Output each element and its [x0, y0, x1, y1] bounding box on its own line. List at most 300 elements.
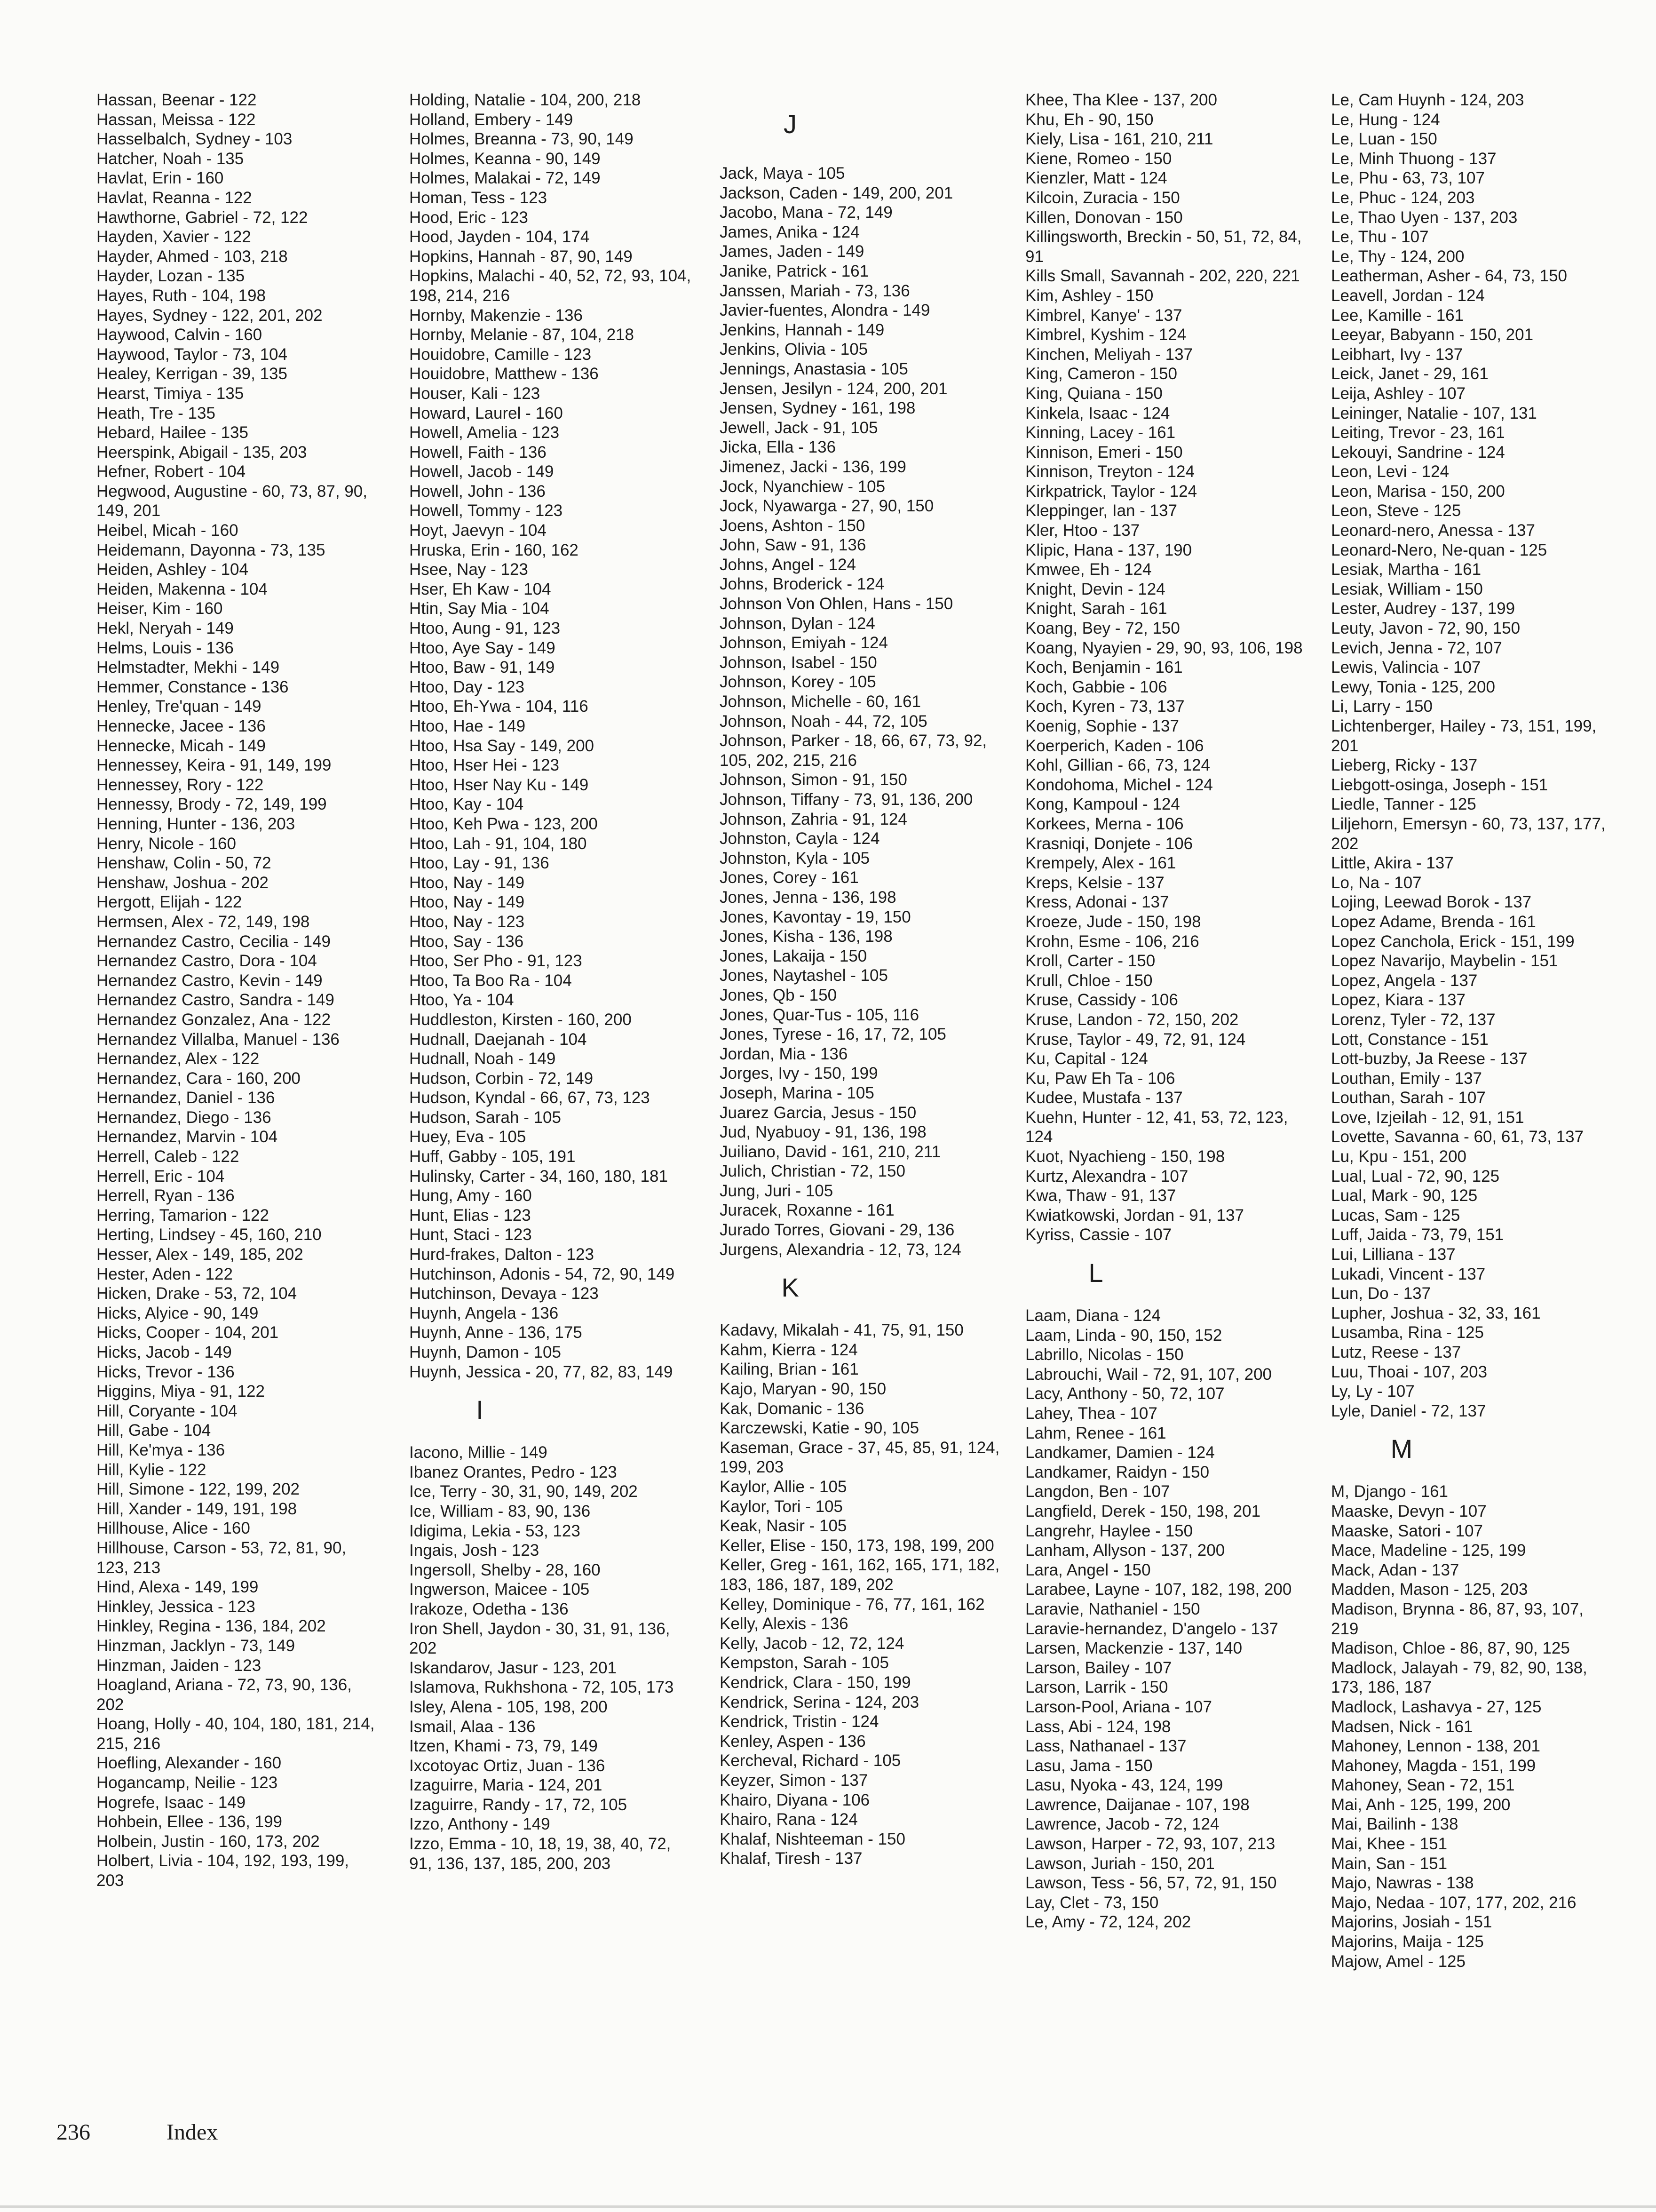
index-entry: Johns, Broderick - 124	[720, 575, 885, 594]
index-entry: Lewy, Tonia - 125, 200	[1331, 677, 1495, 696]
index-entry: Hesser, Alex - 149, 185, 202	[96, 1245, 303, 1264]
index-entry: Htoo, Hser Hei - 123	[409, 756, 560, 775]
index-entry: Howell, Faith - 136	[409, 443, 547, 461]
index-entry: Laravie-hernandez, D'angelo - 137	[1025, 1619, 1278, 1638]
index-entry: Langrehr, Haylee - 150	[1025, 1521, 1193, 1540]
index-entry: Htoo, Ya - 104	[409, 991, 514, 1010]
index-entry: Htoo, Nay - 123	[409, 912, 525, 931]
index-entry: Kyriss, Cassie - 107	[1025, 1225, 1172, 1244]
index-entry: Hill, Xander - 149, 191, 198	[96, 1499, 297, 1518]
index-entry: Hopkins, Hannah - 87, 90, 149	[409, 247, 633, 266]
index-entry: Hayder, Ahmed - 103, 218	[96, 247, 288, 266]
index-entry: Khalaf, Tiresh - 137	[720, 1849, 863, 1868]
index-entry: Johnson, Parker - 18, 66, 67, 73, 92, 105, 202, 215, 216	[720, 732, 987, 770]
index-entry: Le, Thu - 107	[1331, 228, 1429, 247]
index-entry: Hernandez, Diego - 136	[96, 1108, 271, 1127]
index-entry: Kahm, Kierra - 124	[720, 1340, 858, 1359]
entries	[1025, 1306, 1307, 1932]
entries	[720, 164, 1002, 1259]
index-entry: Leonard-nero, Anessa - 137	[1331, 521, 1535, 540]
index-entry: Hood, Jayden - 104, 174	[409, 228, 590, 247]
index-entry: Lun, Do - 137	[1331, 1284, 1431, 1303]
section-title: Index	[166, 2120, 218, 2145]
index-entry: Leibhart, Ivy - 137	[1331, 345, 1463, 364]
index-entry: Hasselbalch, Sydney - 103	[96, 130, 293, 149]
index-entry: Lewis, Valincia - 107	[1331, 658, 1481, 677]
index-entry: Janike, Patrick - 161	[720, 262, 869, 280]
index-entry: Iskandarov, Jasur - 123, 201	[409, 1658, 617, 1677]
index-entry: Hudson, Corbin - 72, 149	[409, 1069, 594, 1088]
index-entry: Holmes, Breanna - 73, 90, 149	[409, 130, 634, 149]
index-entry: King, Cameron - 150	[1025, 365, 1177, 383]
index-entry: Htoo, Aung - 91, 123	[409, 619, 561, 638]
index-entry: Lopez, Angela - 137	[1331, 971, 1478, 990]
index-entry: Johns, Angel - 124	[720, 555, 856, 574]
index-entry: Leon, Steve - 125	[1331, 501, 1461, 520]
index-entry: Jensen, Sydney - 161, 198	[720, 399, 916, 418]
index-entry: Lanham, Allyson - 137, 200	[1025, 1541, 1225, 1560]
index-entry: Jorges, Ivy - 150, 199	[720, 1064, 878, 1083]
index-entry: Hind, Alexa - 149, 199	[96, 1578, 259, 1597]
index-entry: Jud, Nyabuoy - 91, 136, 198	[720, 1123, 927, 1142]
index-entry: Kendrick, Serina - 124, 203	[720, 1693, 919, 1711]
entries	[409, 1443, 691, 1873]
index-entry: Hernandez Castro, Kevin - 149	[96, 971, 323, 990]
index-entry: Hood, Eric - 123	[409, 208, 528, 227]
index-entry: Madison, Brynna - 86, 87, 93, 107, 219	[1331, 1599, 1584, 1638]
index-entry: Izzo, Emma - 10, 18, 19, 38, 40, 72, 91, 136, 137, 185, 200, 203	[409, 1835, 671, 1873]
index-entry: Jones, Quar-Tus - 105, 116	[720, 1005, 919, 1024]
index-entry: Khee, Tha Klee - 137, 200	[1025, 91, 1217, 109]
index-entry: Koang, Nyayien - 29, 90, 93, 106, 198	[1025, 638, 1303, 657]
index-entry: Joseph, Marina - 105	[720, 1083, 874, 1102]
index-entry: Johnson, Noah - 44, 72, 105	[720, 712, 927, 731]
index-entry: Hebard, Hailee - 135	[96, 423, 248, 442]
index-entry: Jack, Maya - 105	[720, 164, 845, 183]
index-entry: Lass, Abi - 124, 198	[1025, 1717, 1171, 1736]
index-entry: Hernandez Villalba, Manuel - 136	[96, 1030, 340, 1049]
index-entry: Hernandez, Marvin - 104	[96, 1128, 278, 1146]
index-entry: Larson, Bailey - 107	[1025, 1658, 1172, 1677]
index-entry: Langdon, Ben - 107	[1025, 1482, 1170, 1501]
index-entry: Johnson, Dylan - 124	[720, 614, 875, 633]
index-entry: Joens, Ashton - 150	[720, 516, 865, 535]
index-entry: Henry, Nicole - 160	[96, 834, 236, 853]
index-entry: Hassan, Meissa - 122	[96, 110, 256, 129]
index-entry: Hornby, Melanie - 87, 104, 218	[409, 326, 634, 344]
index-entry: Kwa, Thaw - 91, 137	[1025, 1186, 1176, 1205]
index-entry: Havlat, Reanna - 122	[96, 188, 252, 207]
index-column-1	[96, 90, 379, 1891]
index-entry: Juracek, Roxanne - 161	[720, 1201, 895, 1220]
index-entry: Hernandez Gonzalez, Ana - 122	[96, 1010, 331, 1029]
index-entry: King, Quiana - 150	[1025, 384, 1163, 403]
index-entry: Htoo, Baw - 91, 149	[409, 658, 555, 677]
index-entry: Lopez, Kiara - 137	[1331, 991, 1466, 1010]
index-entry: Henning, Hunter - 136, 203	[96, 814, 295, 833]
index-entry: Hicks, Trevor - 136	[96, 1362, 235, 1381]
index-entry: Landkamer, Damien - 124	[1025, 1443, 1215, 1462]
index-entry: Leatherman, Asher - 64, 73, 150	[1331, 267, 1567, 286]
letter-heading-m: M	[1390, 1434, 1413, 1464]
index-entry: Kills Small, Savannah - 202, 220, 221	[1025, 267, 1300, 286]
index-entry: Heerspink, Abigail - 135, 203	[96, 443, 307, 461]
index-entry: Jones, Tyrese - 16, 17, 72, 105	[720, 1025, 946, 1044]
index-entry: Kaseman, Grace - 37, 45, 85, 91, 124, 199, 203	[720, 1438, 1000, 1477]
index-entry: Hawthorne, Gabriel - 72, 122	[96, 208, 308, 227]
index-entry: Kinchen, Meliyah - 137	[1025, 345, 1193, 364]
index-entry: Ice, Terry - 30, 31, 90, 149, 202	[409, 1482, 638, 1501]
index-entry: Langfield, Derek - 150, 198, 201	[1025, 1502, 1261, 1520]
index-entry: Koch, Gabbie - 106	[1025, 677, 1167, 696]
index-entry: Madlock, Jalayah - 79, 82, 90, 138, 173, 186, 187	[1331, 1658, 1587, 1697]
index-entry: Izaguirre, Maria - 124, 201	[409, 1776, 602, 1795]
index-entry: Hill, Coryante - 104	[96, 1401, 238, 1420]
index-entry: Homan, Tess - 123	[409, 188, 547, 207]
index-entry: Kelly, Alexis - 136	[720, 1615, 848, 1633]
index-entry: Hudson, Kyndal - 66, 67, 73, 123	[409, 1089, 650, 1107]
index-entry: Izaguirre, Randy - 17, 72, 105	[409, 1795, 627, 1814]
index-entry: Hill, Ke'mya - 136	[96, 1440, 225, 1459]
index-entry: Holding, Natalie - 104, 200, 218	[409, 91, 641, 109]
index-entry: Islamova, Rukhshona - 72, 105, 173	[409, 1678, 674, 1697]
index-entry: Jicka, Ella - 136	[720, 438, 836, 457]
index-entry: Jock, Nyanchiew - 105	[720, 477, 886, 496]
index-entry: Kilcoin, Zuracia - 150	[1025, 188, 1180, 207]
index-entry: Le, Luan - 150	[1331, 130, 1437, 149]
index-entry: Lovette, Savanna - 60, 61, 73, 137	[1331, 1128, 1584, 1146]
index-entry: Hernandez Castro, Cecilia - 149	[96, 932, 331, 951]
index-entry: Kenley, Aspen - 136	[720, 1732, 866, 1751]
index-entry: Huff, Gabby - 105, 191	[409, 1147, 576, 1166]
index-entry: Le, Cam Huynh - 124, 203	[1331, 91, 1524, 109]
index-entry: Kroeze, Jude - 150, 198	[1025, 912, 1201, 931]
index-entry: Kajo, Maryan - 90, 150	[720, 1380, 887, 1399]
index-entry: Htoo, Hser Nay Ku - 149	[409, 775, 589, 794]
index-entry: Houidobre, Camille - 123	[409, 345, 592, 364]
index-entry: Jones, Lakaija - 150	[720, 947, 867, 965]
index-entry: Janssen, Mariah - 73, 136	[720, 281, 910, 300]
index-entry: Jenkins, Hannah - 149	[720, 320, 885, 339]
index-entry: Jimenez, Jacki - 136, 199	[720, 457, 906, 476]
index-entry: Herrell, Ryan - 136	[96, 1186, 235, 1205]
index-entry: Karczewski, Katie - 90, 105	[720, 1419, 919, 1438]
index-entry: Majo, Nawras - 138	[1331, 1874, 1474, 1893]
index-entry: Lott, Constance - 151	[1331, 1030, 1489, 1049]
index-entry: Huey, Eva - 105	[409, 1128, 526, 1146]
index-entry: Mahoney, Magda - 151, 199	[1331, 1756, 1536, 1775]
index-entry: Mace, Madeline - 125, 199	[1331, 1541, 1526, 1560]
index-entry: Lual, Lual - 72, 90, 125	[1331, 1167, 1500, 1186]
index-entry: Jones, Kisha - 136, 198	[720, 927, 893, 946]
index-column-5	[1331, 90, 1613, 1971]
index-entry: Kroll, Carter - 150	[1025, 952, 1156, 971]
index-entry: Huynh, Damon - 105	[409, 1343, 561, 1361]
index-entry: Howell, Jacob - 149	[409, 462, 554, 481]
index-entry: Killen, Donovan - 150	[1025, 208, 1183, 227]
index-entry: Lichtenberger, Hailey - 73, 151, 199, 201	[1331, 717, 1597, 755]
index-entry: Johnson, Zahria - 91, 124	[720, 810, 907, 828]
index-entry: Hicken, Drake - 53, 72, 104	[96, 1284, 297, 1303]
index-entry: Heiser, Kim - 160	[96, 599, 223, 618]
index-entry: Hutchinson, Adonis - 54, 72, 90, 149	[409, 1265, 675, 1283]
entries	[96, 90, 379, 1891]
index-entry: Johnson, Simon - 91, 150	[720, 771, 907, 789]
index-entry: Htoo, Aye Say - 149	[409, 638, 555, 657]
index-entry: Hung, Amy - 160	[409, 1186, 532, 1205]
index-entry: Kelley, Dominique - 76, 77, 161, 162	[720, 1595, 985, 1614]
index-entry: James, Anika - 124	[720, 223, 860, 241]
index-entry: Houser, Kali - 123	[409, 384, 540, 403]
index-entry: Kurtz, Alexandra - 107	[1025, 1167, 1189, 1186]
index-entry: Kendrick, Clara - 150, 199	[720, 1673, 911, 1692]
index-entry: Htoo, Lah - 91, 104, 180	[409, 834, 587, 853]
index-entry: Hogancamp, Neilie - 123	[96, 1774, 278, 1792]
index-entry: Johnson Von Ohlen, Hans - 150	[720, 595, 953, 613]
index-entry: Lekouyi, Sandrine - 124	[1331, 443, 1505, 461]
index-entry: Lawson, Harper - 72, 93, 107, 213	[1025, 1835, 1276, 1854]
index-entry: Kak, Domanic - 136	[720, 1399, 864, 1418]
entries	[1331, 1482, 1613, 1971]
index-entry: Le, Phu - 63, 73, 107	[1331, 169, 1485, 188]
index-entry: Hoyt, Jaevyn - 104	[409, 521, 547, 540]
index-entry: Hunt, Staci - 123	[409, 1225, 532, 1244]
index-entry: Hillhouse, Alice - 160	[96, 1519, 250, 1538]
index-entry: Le, Phuc - 124, 203	[1331, 188, 1475, 207]
index-entry: Ingais, Josh - 123	[409, 1541, 539, 1560]
index-column-2	[409, 90, 691, 1873]
index-entry: Lawrence, Jacob - 72, 124	[1025, 1815, 1220, 1834]
index-entry: Leiting, Trevor - 23, 161	[1331, 423, 1505, 442]
index-entry: Kler, Htoo - 137	[1025, 521, 1140, 540]
index-entry: Hurd-frakes, Dalton - 123	[409, 1245, 594, 1264]
index-entry: Hutchinson, Devaya - 123	[409, 1284, 599, 1303]
index-entry: Jones, Naytashel - 105	[720, 966, 888, 985]
index-entry: Kudee, Mustafa - 137	[1025, 1089, 1183, 1107]
index-entry: Hillhouse, Carson - 53, 72, 81, 90, 123, 213	[96, 1538, 347, 1577]
index-entry: Lesiak, William - 150	[1331, 580, 1483, 598]
index-entry: Hergott, Elijah - 122	[96, 893, 242, 912]
index-entry: Htoo, Hsa Say - 149, 200	[409, 736, 594, 755]
index-entry: Main, San - 151	[1331, 1854, 1448, 1873]
index-entry: Htoo, Kay - 104	[409, 795, 524, 814]
index-entry: Hatcher, Noah - 135	[96, 149, 244, 168]
index-entry: Kim, Ashley - 150	[1025, 286, 1154, 305]
index-entry: Lutz, Reese - 137	[1331, 1343, 1461, 1361]
index-entry: Itzen, Khami - 73, 79, 149	[409, 1737, 598, 1756]
index-entry: Louthan, Sarah - 107	[1331, 1089, 1486, 1107]
index-entry: Holland, Embery - 149	[409, 110, 573, 129]
index-entry: Keller, Greg - 161, 162, 165, 171, 182, 183, 186, 187, 189, 202	[720, 1556, 1000, 1594]
index-entry: Keak, Nasir - 105	[720, 1517, 847, 1536]
index-entry: Kendrick, Tristin - 124	[720, 1712, 879, 1731]
index-entry: Ingersoll, Shelby - 28, 160	[409, 1560, 601, 1579]
index-entry: Htoo, Ser Pho - 91, 123	[409, 952, 582, 971]
index-entry: Hopkins, Malachi - 40, 52, 72, 93, 104, 198, 214, 216	[409, 267, 691, 305]
index-entry: Hudson, Sarah - 105	[409, 1108, 561, 1127]
index-entry: Htoo, Day - 123	[409, 677, 525, 696]
index-entry: Kmwee, Eh - 124	[1025, 560, 1152, 579]
index-entry: Hernandez, Daniel - 136	[96, 1089, 275, 1107]
index-entry: Holmes, Keanna - 90, 149	[409, 149, 601, 168]
index-entry: Kress, Adonai - 137	[1025, 893, 1169, 912]
index-entry: Madden, Mason - 125, 203	[1331, 1580, 1528, 1599]
index-entry: Hester, Aden - 122	[96, 1265, 233, 1283]
index-entry: Iacono, Millie - 149	[409, 1443, 547, 1462]
index-entry: Madsen, Nick - 161	[1331, 1717, 1473, 1736]
index-entry: Hicks, Jacob - 149	[96, 1343, 232, 1361]
index-entry: Hser, Eh Kaw - 104	[409, 580, 551, 598]
index-entry: Kruse, Cassidy - 106	[1025, 991, 1178, 1010]
index-entry: Kruse, Taylor - 49, 72, 91, 124	[1025, 1030, 1246, 1049]
index-entry: Hohbein, Ellee - 136, 199	[96, 1813, 282, 1831]
index-entry: Lass, Nathanael - 137	[1025, 1737, 1187, 1756]
index-entry: Hill, Simone - 122, 199, 202	[96, 1480, 300, 1499]
index-entry: Johnson, Isabel - 150	[720, 653, 877, 672]
index-entry: John, Saw - 91, 136	[720, 536, 866, 555]
index-entry: Kiely, Lisa - 161, 210, 211	[1025, 130, 1213, 149]
index-entry: Lay, Clet - 73, 150	[1025, 1893, 1159, 1912]
index-entry: Hefner, Robert - 104	[96, 462, 246, 481]
page-footer	[56, 2119, 218, 2145]
index-entry: Leick, Janet - 29, 161	[1331, 365, 1489, 383]
index-entry: Larson, Larrik - 150	[1025, 1678, 1168, 1697]
entries	[1025, 90, 1307, 1245]
page-number: 236	[56, 2120, 90, 2145]
index-entry: Lusamba, Rina - 125	[1331, 1323, 1484, 1342]
index-entry: Hill, Gabe - 104	[96, 1421, 211, 1440]
index-entry: Majo, Nedaa - 107, 177, 202, 216	[1331, 1893, 1577, 1912]
index-entry: Liedle, Tanner - 125	[1331, 795, 1476, 814]
index-entry: Jenkins, Olivia - 105	[720, 340, 868, 359]
index-entry: Hemmer, Constance - 136	[96, 677, 289, 696]
index-entry: Hayes, Ruth - 104, 198	[96, 286, 266, 305]
index-entry: Hernandez, Alex - 122	[96, 1050, 260, 1068]
index-entry: Hernandez Castro, Dora - 104	[96, 952, 317, 971]
index-entry: Howell, Tommy - 123	[409, 501, 563, 520]
letter-heading-l: L	[1088, 1258, 1103, 1288]
index-entry: Hsee, Nay - 123	[409, 560, 528, 579]
index-entry: Krull, Chloe - 150	[1025, 971, 1153, 990]
index-entry: Luu, Thoai - 107, 203	[1331, 1362, 1488, 1381]
index-entry: Koch, Benjamin - 161	[1025, 658, 1183, 677]
index-entry: Iron Shell, Jaydon - 30, 31, 91, 136, 202	[409, 1619, 670, 1658]
index-entry: Laravie, Nathaniel - 150	[1025, 1599, 1200, 1618]
index-entry: Howell, John - 136	[409, 482, 546, 501]
index-entry: Lacy, Anthony - 50, 72, 107	[1025, 1384, 1225, 1403]
index-entry: Kuehn, Hunter - 12, 41, 53, 72, 123, 124	[1025, 1108, 1288, 1146]
index-entry: Lahey, Thea - 107	[1025, 1404, 1157, 1423]
index-entry: Koang, Bey - 72, 150	[1025, 619, 1180, 638]
index-entry: Heath, Tre - 135	[96, 404, 215, 422]
index-entry: Isley, Alena - 105, 198, 200	[409, 1697, 608, 1716]
index-entry: Holbein, Justin - 160, 173, 202	[96, 1832, 320, 1851]
index-entry: Helms, Louis - 136	[96, 638, 234, 657]
index-entry: Julich, Christian - 72, 150	[720, 1162, 905, 1181]
index-entry: Htoo, Hae - 149	[409, 717, 526, 735]
index-entry: Kleppinger, Ian - 137	[1025, 501, 1178, 520]
index-entry: Kimbrel, Kanye' - 137	[1025, 306, 1182, 325]
index-entry: Haywood, Taylor - 73, 104	[96, 345, 287, 364]
index-entry: Majow, Amel - 125	[1331, 1952, 1466, 1971]
index-entry: Juiliano, David - 161, 210, 211	[720, 1142, 941, 1161]
index-entry: Maaske, Satori - 107	[1331, 1521, 1483, 1540]
index-entry: Lyle, Daniel - 72, 137	[1331, 1401, 1486, 1420]
index-entry: Heibel, Micah - 160	[96, 521, 238, 540]
index-entry: Le, Amy - 72, 124, 202	[1025, 1913, 1191, 1932]
index-entry: Hudnall, Daejanah - 104	[409, 1030, 587, 1049]
index-entry: Hinkley, Regina - 136, 184, 202	[96, 1617, 326, 1636]
index-entry: Htoo, Nay - 149	[409, 893, 525, 912]
index-entry: Hayes, Sydney - 122, 201, 202	[96, 306, 323, 325]
index-entry: Lui, Lilliana - 137	[1331, 1245, 1456, 1264]
index-entry: Lukadi, Vincent - 137	[1331, 1265, 1486, 1283]
index-entry: Kong, Kampoul - 124	[1025, 795, 1180, 814]
index-entry: Hennecke, Micah - 149	[96, 736, 266, 755]
index-entry: Hernandez, Cara - 160, 200	[96, 1069, 301, 1088]
index-entry: Htin, Say Mia - 104	[409, 599, 549, 618]
index-column-3	[720, 90, 1002, 1869]
index-entry: Kondohoma, Michel - 124	[1025, 775, 1213, 794]
scan-edge	[0, 2205, 1656, 2208]
index-entry: Holbert, Livia - 104, 192, 193, 199, 203	[96, 1852, 349, 1890]
index-entry: Ku, Paw Eh Ta - 106	[1025, 1069, 1175, 1088]
index-entry: Khu, Eh - 90, 150	[1025, 110, 1154, 129]
index-entry: Keller, Elise - 150, 173, 198, 199, 200	[720, 1536, 994, 1555]
index-entry: Ixcotoyac Ortiz, Juan - 136	[409, 1756, 605, 1775]
index-entry: Kailing, Brian - 161	[720, 1360, 859, 1379]
index-entry: Lo, Na - 107	[1331, 873, 1422, 892]
index-entry: Kirkpatrick, Taylor - 124	[1025, 482, 1197, 501]
index-entry: Hennessey, Keira - 91, 149, 199	[96, 756, 332, 775]
index-entry: Levich, Jenna - 72, 107	[1331, 638, 1502, 657]
index-entry: Larsen, Mackenzie - 137, 140	[1025, 1639, 1243, 1658]
index-entry: Jones, Corey - 161	[720, 868, 859, 887]
index-entry: Koerperich, Kaden - 106	[1025, 736, 1204, 755]
index-entry: Johnston, Kyla - 105	[720, 849, 870, 867]
index-entry: Hennessy, Brody - 72, 149, 199	[96, 795, 327, 814]
index-entry: Landkamer, Raidyn - 150	[1025, 1463, 1210, 1481]
index-entry: Huynh, Anne - 136, 175	[409, 1323, 582, 1342]
index-entry: Mack, Adan - 137	[1331, 1560, 1459, 1579]
index-entry: Little, Akira - 137	[1331, 854, 1454, 873]
index-entry: Hinkley, Jessica - 123	[96, 1597, 255, 1616]
index-entry: Krasniqi, Donjete - 106	[1025, 834, 1193, 853]
index-entry: Liljehorn, Emersyn - 60, 73, 137, 177, 202	[1331, 814, 1606, 853]
index-entry: Jung, Juri - 105	[720, 1181, 833, 1200]
index-entry: Lawson, Juriah - 150, 201	[1025, 1854, 1215, 1873]
index-entry: Hennecke, Jacee - 136	[96, 717, 266, 735]
index-entry: Kruse, Landon - 72, 150, 202	[1025, 1010, 1239, 1029]
index-entry: Htoo, Nay - 149	[409, 873, 525, 892]
index-entry: Korkees, Merna - 106	[1025, 814, 1184, 833]
index-entry: Hoang, Holly - 40, 104, 180, 181, 214, 215, 216	[96, 1715, 375, 1753]
index-entry: Ibanez Orantes, Pedro - 123	[409, 1463, 617, 1481]
index-entry: Jennings, Anastasia - 105	[720, 359, 908, 378]
index-entry: Holmes, Malakai - 72, 149	[409, 169, 601, 188]
index-entry: Ismail, Alaa - 136	[409, 1717, 536, 1736]
index-entry: Lesiak, Martha - 161	[1331, 560, 1482, 579]
index-entry: Jock, Nyawarga - 27, 90, 150	[720, 497, 934, 516]
index-entry: M, Django - 161	[1331, 1482, 1449, 1501]
index-entry: Huynh, Jessica - 20, 77, 82, 83, 149	[409, 1362, 673, 1381]
entries	[720, 1321, 1002, 1869]
index-entry: Htoo, Keh Pwa - 123, 200	[409, 814, 598, 833]
index-entry: Love, Izjeilah - 12, 91, 151	[1331, 1108, 1524, 1127]
index-entry: Lopez Adame, Brenda - 161	[1331, 912, 1536, 931]
index-entry: Htoo, Say - 136	[409, 932, 524, 951]
index-entry: Lara, Angel - 150	[1025, 1560, 1151, 1579]
